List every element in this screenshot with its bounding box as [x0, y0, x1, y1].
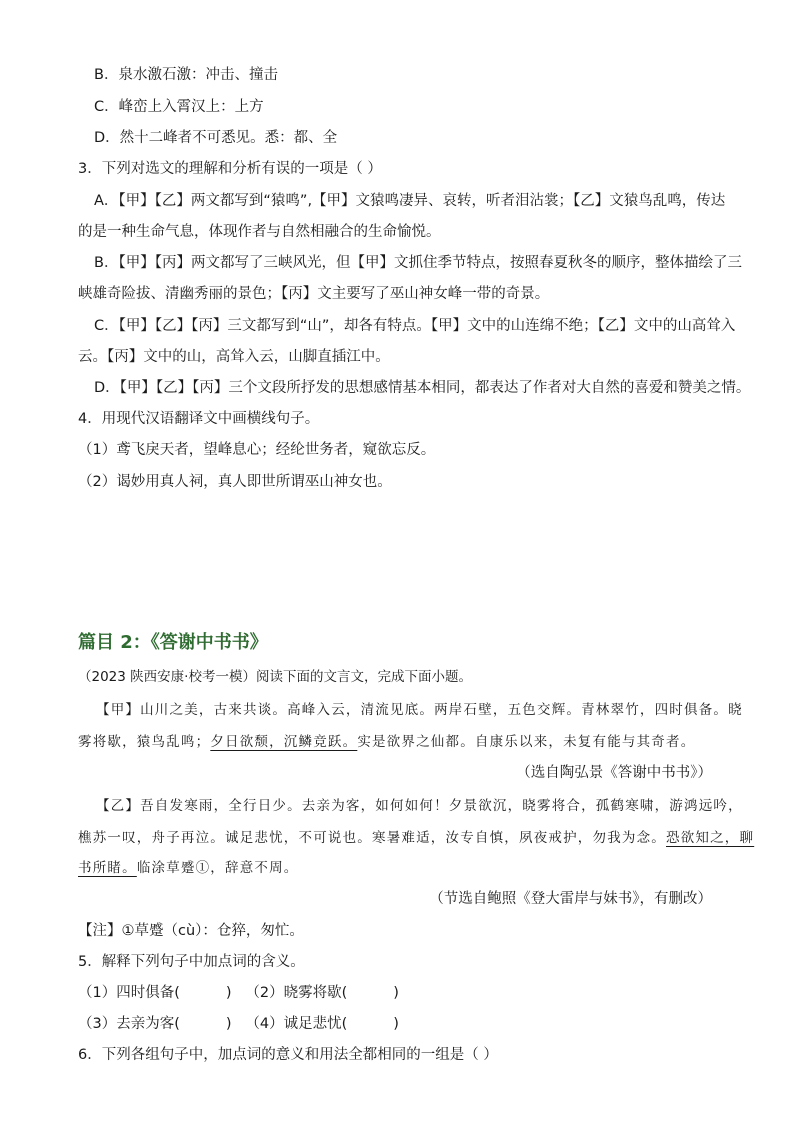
yi-underlined-2: 书所睹。: [78, 860, 137, 876]
section-heading: 篇目 2：《答谢中书书》: [78, 632, 268, 653]
q5-row-2: （3）去亲为客( ) （4）诚足悲忧( ): [78, 1016, 399, 1032]
yi-source: （节选自鲍照《登大雷岸与妹书》，有删改）: [429, 891, 712, 907]
jia-text-a: 雾将歇，猿鸟乱鸣；: [78, 734, 211, 750]
passage-yi-line2: [78, 822, 755, 854]
q3-option-a-line1: A．【甲】【乙】两文都写到“猿鸣”,【甲】文猿鸣凄异、哀转，听者泪沾裳；【乙】文猿鸟乱鸣，传达: [94, 193, 726, 209]
note: 【注】①草蹙（cù）：仓猝，匆忙。: [78, 923, 304, 939]
q4-item-2: （2）谒妙用真人祠，真人即世所谓巫山神女也。: [78, 474, 392, 490]
q3-option-b-line1: B．【甲】【丙】两文都写了三峡风光，但【甲】文抓住季节特点，按照春夏秋冬的顺序，整体描绘了三: [94, 255, 742, 271]
passage-yi-line1: 【乙】吾自发寒雨，全行日少。去亲为客，如何如何！夕景欲沉，晓雾将合，孤鹤寒啸，游鸿远吟，: [96, 798, 743, 814]
source-intro: （2023 陕西安康·校考一模）阅读下面的文言文，完成下面小题。: [78, 669, 472, 685]
question-3: 3．下列对选文的理解和分析有误的一项是（ ）: [78, 161, 382, 177]
q5-item-4: （4）诚足悲忧(: [245, 1016, 348, 1032]
jia-underlined: 夕日欲颓，沉鳞竞跃。: [210, 734, 358, 750]
q4-item-1: （1）鸢飞戾天者，望峰息心；经纶世务者，窥欲忘反。: [78, 442, 436, 458]
yi-underlined-1: 恐欲知之，聊: [666, 830, 755, 846]
yi-text-a: 樵苏一叹，舟子再泣。诚足悲忧，不可说也。寒暑难适，汝专自慎，夙夜戒护，勿我为念。: [78, 830, 666, 846]
q5-item-2: （2）晓雾将歇(: [245, 985, 348, 1001]
option-b: B．泉水激石激：冲击、撞击: [94, 67, 278, 83]
passage-yi-line3: [78, 852, 728, 884]
q3-option-d: D．【甲】【乙】【丙】三个文段所抒发的思想感情基本相同，都表达了作者对大自然的喜爱和赞美之情。: [94, 380, 751, 396]
q3-option-c-line1: C．【甲】【乙】【丙】三文都写到“山”，却各有特点。【甲】文中的山连绵不绝；【乙】文中的山高耸入: [94, 318, 736, 334]
question-6: 6．下列各组句子中，加点词的意义和用法全都相同的一组是（ ）: [78, 1047, 498, 1063]
yi-text-b: 临涂草蹙①，辞意不周。: [136, 860, 299, 876]
jia-source: （选自陶弘景《答谢中书书》）: [516, 765, 712, 781]
q5-item-3: （3）去亲为客(: [78, 1016, 180, 1032]
jia-text-c: 实是欲界之仙都。自康乐以来，未复有能与其奇者。: [357, 734, 696, 750]
question-5: 5．解释下列句子中加点词的含义。: [78, 954, 305, 970]
q5-row-1: （1）四时俱备( ) （2）晓雾将歇( ): [78, 985, 399, 1001]
option-c: C．峰峦上入霄汉上：上方: [94, 99, 264, 115]
question-4: 4．用现代汉语翻译文中画横线句子。: [78, 411, 320, 427]
passage-jia-line2: [78, 726, 728, 758]
q3-option-a-line2: 的是一种生命气息，体现作者与自然相融合的生命愉悦。: [78, 224, 441, 240]
q5-item-1: （1）四时俱备(: [78, 985, 180, 1001]
q3-option-b-line2: 峡雄奇险拔、清幽秀丽的景色；【丙】文主要写了巫山神女峰一带的奇景。: [78, 286, 550, 302]
q3-option-c-line2: 云。【丙】文中的山，高耸入云，山脚直插江中。: [78, 349, 390, 365]
option-d: D．然十二峰者不可悉见。悉：都、全: [94, 130, 338, 146]
passage-jia-line1: 【甲】山川之美，古来共谈。高峰入云，清流见底。两岸石壁，五色交辉。青林翠竹，四时俱备。晓: [96, 702, 743, 718]
